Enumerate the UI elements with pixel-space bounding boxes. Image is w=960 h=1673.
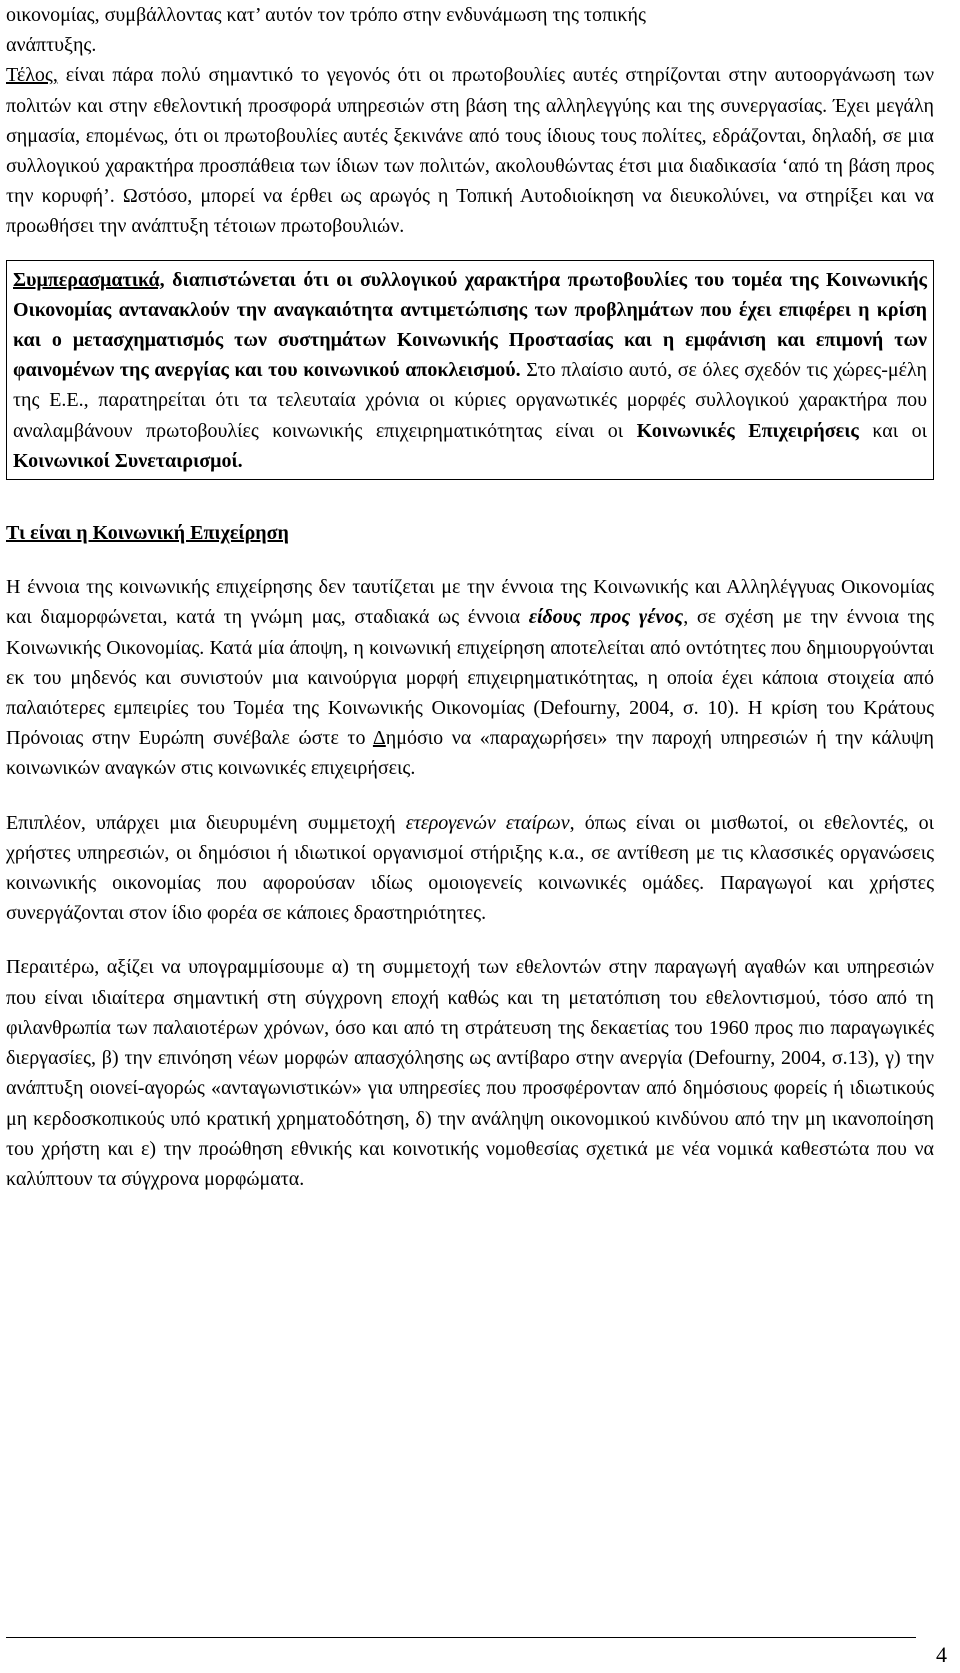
footer-divider [6, 1637, 916, 1638]
section-p1-a: Η έννοια της κοινωνικής επιχείρησης δεν ταυτίζεται με την έννοια της Κοινωνικής και Αλληλέγγυας Οικονομίας και διαμορφώνεται, κατά τη γνώμη μας, σταδιακά ως έννοια [6, 576, 934, 629]
intro-line-1: οικονομίας, συμβάλλοντας κατ’ αυτόν τον τρόπο στην ενδυνάμωση της τοπικής [6, 4, 646, 26]
summary-term-2: Κοινωνικοί Συνεταιρισμοί. [13, 449, 243, 472]
section-paragraph-1 [6, 572, 934, 783]
page-number: 4 [936, 1642, 947, 1667]
intro-lead-word: Τέλος, [6, 64, 58, 87]
summary-connector: και οι [858, 419, 927, 442]
summary-paragraph [13, 265, 927, 476]
intro-paragraph-1 [6, 0, 934, 60]
summary-term-1: Κοινωνικές Επιχειρήσεις [636, 419, 859, 442]
section-paragraph-3: Περαιτέρω, αξίζει να υπογραμμίσουμε α) τη συμμετοχή των εθελοντών στην παραγωγή αγαθών και υπηρεσιών που είναι ιδιαίτερα σημαντική στη σύγχρονη εποχή καθώς και τη μετατόπιση του εθελοντισμού, τόσο από τη φιλανθρωπία των παλαιοτέρων χρόνων, όσο και από τη στράτευση της δεκαετίας του 1960 προς πιο παραγωγικές διεργασίες, β) την επινόηση νέων μορφών απασχόλησης ως αντίβαρο στην ανεργία (Defourny, 2004, σ.13), γ) την ανάπτυξη οιονεί-αγορώς «ανταγωνιστικών» για υπηρεσίες που προσφέρονταν από δημόσιους φορείς ή ιδιωτικούς μη κερδοσκοπικούς υπό κρατική χρηματοδότηση, δ) την ανάληψη οικονομικού κινδύνου από την μη ικανοποίηση του χρήστη και ε) την προώθηση εθνικής και κοινοτικής νομοθεσίας σχετικά με νέα νομικά καθεστώτα που να καλύπτουν τα σύγχρονα μορφώματα. [6, 956, 934, 1190]
section-p1-emphasis: είδους προς γένος [528, 606, 684, 629]
summary-normal-text: Στο πλαίσιο αυτό, σε όλες σχεδόν τις χώρες-μέλη της Ε.Ε., παρατηρείται ότι τα τελευταία χρόνια οι κύριες οργανωτικές μορφές συλλογικού χαρακτήρα που αναλαμβάνουν πρωτοβουλίες κοινωνικής επιχειρηματικότητας είναι οι [13, 359, 927, 442]
document-page [6, 0, 934, 1194]
section-p2-emphasis: ετερογενών εταίρων [405, 811, 570, 834]
section-p2-a: Επιπλέον, υπάρχει μια διευρυμένη συμμετοχή [6, 811, 406, 834]
section-paragraph-2 [6, 808, 934, 929]
section-p1-b: , σε σχέση με την έννοια της Κοινωνικής Οικονομίας. Κατά μία άποψη, η κοινωνική επιχείρηση αποτελείται από οντότητες που δημιουργούνται εκ του μηδενός και συνιστούν μια καινούργια μορφή επιχειρηματικότητας, η οποία έχει κάποια στοιχεία από παλαιότερες εμπειρίες του Τομέα της Κοινωνικής Οικονομίας (Defourny, 2004, σ. 10). Η κρίση του Κράτους Πρόνοιας στην Ευρώπη συνέβαλε ώστε το [6, 606, 934, 750]
section-p1-c: ημόσιο να «παραχωρήσει» την παροχή υπηρεσιών ή την κάλυψη κοινωνικών αναγκών στις κοινωνικές επιχειρήσεις. [6, 727, 934, 780]
section-heading: Τι είναι η Κοινωνική Επιχείρηση [6, 522, 289, 545]
summary-bold-text: διαπιστώνεται ότι οι συλλογικού χαρακτήρα πρωτοβουλίες του τομέα της Κοινωνικής Οικονομίας αντανακλούν την αναγκαιότητα αντιμετώπισης των προβλημάτων που έχει επιφέρει η κρίση και ο μετασχηματισμός των συστημάτων Κοινωνικής Προστασίας και η εμφάνιση και επιμονή των φαινομένων της ανεργίας και του κοινωνικού αποκλεισμού. [13, 268, 927, 382]
summary-box [6, 260, 934, 480]
section-p1-underlined-letter: Δ [372, 727, 386, 750]
summary-lead: Συμπερασματικά, [13, 268, 165, 291]
intro-paragraph-2 [6, 60, 934, 241]
section-p2-b: , όπως είναι οι μισθωτοί, οι εθελοντές, οι χρήστες υπηρεσιών, οι δημόσιοι ή ιδιωτικοί οργανισμοί στήριξης κ.α., σε αντίθεση με τις κλασσικές οργανώσεις κοινωνικής οικονομίας που αφορούσαν ιδίως ομοιογενείς κοινωνικές ομάδες. Παραγωγοί και χρήστες συνεργάζονται στον ίδιο φορέα σε κάποιες δραστηριότητες. [6, 811, 935, 925]
intro-line-2: ανάπτυξης. [6, 34, 97, 57]
intro-paragraph-2-text: είναι πάρα πολύ σημαντικό το γεγονός ότι οι πρωτοβουλίες αυτές στηρίζονται στην αυτοοργάνωση των πολιτών και στην εθελοντική προσφορά υπηρεσιών στη βάση της αλληλεγγύης και της συνεργασίας. Έχει μεγάλη σημασία, επομένως, ότι οι πρωτοβουλίες αυτές ξεκινάνε από τους ίδιους τους πολίτες, εδράζονται, δηλαδή, σε μια συλλογικού χαρακτήρα προσπάθεια των ίδιων των πολιτών, ακολουθώντας έτσι μια διαδικασία ‘από τη βάση προς την κορυφή’. Ωστόσο, μπορεί να έρθει ως αρωγός η Τοπική Αυτοδιοίκηση να διευκολύνει, να στηρίξει και να προωθήσει την ανάπτυξη τέτοιων πρωτοβουλιών. [6, 64, 934, 238]
